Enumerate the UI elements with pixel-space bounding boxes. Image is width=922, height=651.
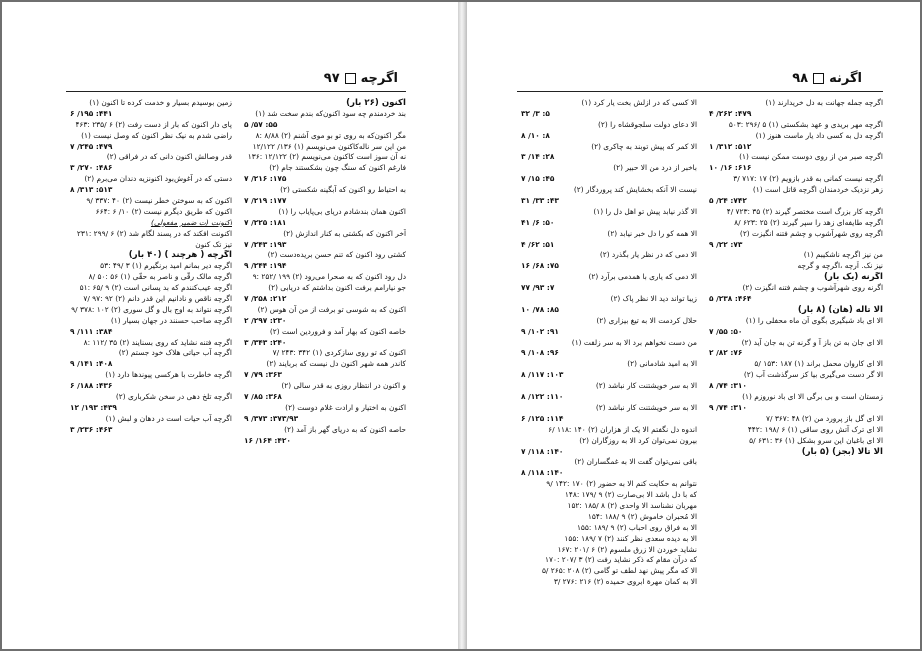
verse-reference: ۸ /۱۱۸ :۱۴۰ (521, 468, 564, 478)
verse-reference: ۱۲ /۱۹۳ :۴۳۹ (70, 402, 117, 412)
verse-reference: ۷ /۲۵۸ :۲۱۲ (244, 294, 287, 304)
index-entry: نیست الا آنکه بخشایش کند پروردگار (۲) (573, 185, 697, 195)
index-entry: الا به دیده سعدی نظر کنند (۲) ۷ /۱۸۹ :۱۵۵ (564, 533, 697, 543)
index-entry: اکنون که به شوسی تو برفت از من آن هوس (۲) (257, 304, 406, 314)
header-rule (517, 91, 883, 92)
index-entry: اگرچه دیر بمانم امید برنگیرم (۱) ۳ /۴۹ :۵۳ (100, 261, 232, 271)
verse-reference: ۷۷ /۹۳ :۷ (521, 283, 555, 293)
index-entry: اگرچه روی شهرآشوب و چشم فتنه انگیزت (۲) (739, 228, 883, 238)
index-entry: من نیز اگرچه ناشکیبم (۱) (803, 250, 883, 260)
verse-reference: ۶ /۱۸۸ :۴۳۶ (70, 381, 113, 391)
verse-reference: ۷ /۲۲۵ :۱۸۱ (244, 217, 287, 227)
verse-reference: ۹ /۲۲ :۷۳ (709, 239, 743, 249)
index-entry: حاصه اکنون که به دریای گهر باز آمد (۲) (284, 424, 406, 434)
verse-reference: ۷ /۲۴۳ :۱۹۳ (244, 239, 287, 249)
index-entry: اندوه دل نگفتم الا یک از هزاران (۲) ۱۴۰ :۱۱۸ /۶ (548, 424, 697, 434)
verse-reference: ۹ /۲۴۴ :۱۹۴ (244, 261, 287, 271)
verse-reference: ۹ /۱۰۲ :۹۱ (521, 326, 559, 336)
index-entry: نشاید خوردن الا زرق ملسوم (۲) ۶ /۲۰۱ :۱۶۷ (557, 544, 697, 554)
index-entry: اگرچه مهر بریدی و عهد بشکستی (۱) ۵ /۲۹۶ :۵۰۳ (728, 119, 883, 129)
index-entry: زیبا تواند دید الا نظر پاک (۲) (610, 294, 697, 304)
verse-reference: ۳ /۲۳۶ :۴۶۳ (70, 424, 113, 434)
index-entry: اکنون همان بندشادم دریای بی‌پایاب را (۱) (278, 206, 406, 216)
left-page-left-column (66, 98, 232, 436)
index-entry: الا به سر خویشتنت کار نباشد (۲) (595, 381, 697, 391)
index-entry: دل رود اکنون که به صحرا می‌رود (۲) ۱۹۹ /۲۵۲ :۹ (252, 272, 406, 282)
index-entry: به احتیاط رو اکنون که آبگینه شکستی (۲) (280, 185, 406, 195)
index-entry: اگرچه نتواند به اوج بال و گل سوری (۲) ۱۰۲ :۳۷۸ /۹ (71, 304, 232, 314)
verse-reference: ۳ /۲۷۰ :۴۸۶ (70, 163, 113, 173)
index-entry: زمین بوسیدم بسیار و خدمت کرده تا اکنون (۱) (89, 98, 232, 107)
index-entry: اکنون که به سوختن خطر نیست (۲) ۴۰ :۳۳۷ /۹ (86, 196, 232, 206)
verse-reference: ۷ /۸۵ :۳۶۸ (244, 392, 282, 402)
index-entry: اگرچه تلخ دهی در سخن شکرباری (۲) (115, 392, 232, 402)
verse-reference: ۲ /۸۲ :۷۶ (709, 348, 743, 358)
index-entry: اکنون به اختیار و ارادت غلام دوست (۲) (285, 402, 406, 412)
index-entry: الا کسی که در ازلش بخت یار کرد (۱) (581, 98, 697, 107)
index-entry: کاندر همه شهر اکنون دل نیست که بربایند (۲) (266, 359, 406, 369)
index-entry: اگرچه آب حیاتی هلاک خود جستم (۲) (118, 348, 232, 358)
verse-reference: ۷ /۱۱۸ :۱۴۰ (521, 446, 564, 456)
right-page-number: ۹۸ (792, 70, 809, 86)
index-entry: اگرچه عیب‌کنندم که بد پسانی است (۲) ۹ /۶۵ :۵۱ (79, 283, 232, 293)
verse-reference: ۸ /۷۴ :۳۱۰ (709, 381, 747, 391)
left-page-header (324, 68, 398, 88)
index-entry: کشتی رود اکنون که تنم حسن بریده‌دست (۲) (267, 250, 406, 260)
square-icon (345, 73, 356, 84)
index-entry: اگرچه مالک رقّی و ناصر به حقّی (۱) ۵۶ :۵۰ /۸ (88, 272, 232, 282)
verse-reference: ۸ /۱۰ :۸ (521, 130, 550, 140)
verse-reference: ۱۶ /۱۶۴ :۴۲۰ (244, 435, 291, 445)
index-entry: که با دل باشد الا بی‌صارت (۲) ۹ /۱۷۹ :۱۴۸ (564, 490, 697, 500)
verse-reference: ۱۰ /۷۸ :۸۵ (521, 304, 559, 314)
index-entry: اگرچه خاطرت با هرکسی پیوندها دارد (۱) (105, 370, 232, 380)
verse-reference: ۴۱ /۶ :۵۰ (521, 217, 555, 227)
index-entry: تیز تک کنون (195, 239, 232, 249)
index-entry: الا کمر که پیش توبند به چاکری (۲) (591, 141, 697, 151)
index-entry: الا گر دست می‌گیری بیا کز سرگذشت آب (۲) (743, 370, 883, 380)
index-entry: که درآن مقام که ذکر نشاید رفت (۲) ۳ /۲۰۷ :۱۷۰ (545, 555, 697, 565)
index-entry: مهربان نشناسد الا واحدی (۲) ۸ /۱۸۵ :۱۵۲ (567, 500, 697, 510)
verse-reference: ۱ /۳۱۲ :۵۱۲ (709, 141, 752, 151)
index-entry: الا دمی که در نظر یار بگذرد (۲) (599, 250, 697, 260)
index-entry: اگرچه صاحب حسنند در جهان بسیار (۱) (110, 315, 232, 325)
index-entry: اگرچه جمله جهانت به دل خریدارند (۱) (765, 98, 883, 107)
index-entry: الا گذر نیابد پیش تو اهل دل را (۱) (593, 206, 697, 216)
index-entry: الا به کمان مهرة ابروی حمیده (۲) ۲۱۶ :۲۷۶ /۳ (553, 577, 697, 587)
index-entry: بیرون نمی‌توان کرد الا به روزگاران (۲) (579, 435, 697, 445)
right-page-left-column (517, 98, 697, 588)
index-entry: اکنونت افکند که در پسند لگام شد (۲) ۶ /۲۹۹ :۲۳۱ (76, 228, 232, 238)
index-heading: الا تاله (هان) (۸ بار) (797, 304, 883, 315)
verse-reference: ۹ /۳۷۳ :۳۷۳/۹۳ (244, 413, 299, 423)
verse-reference: ۷ /۲۱۹ :۱۷۷ (244, 196, 287, 206)
index-entry: الا که مگر پیش نهد لطف تو گامی (۲) ۲۰۸ :۲۶۵ /۵ (541, 566, 697, 576)
index-entry: راضی شدم به نیک نظر اکنون که وصل نیست (۱) (81, 130, 232, 140)
index-entry: الا ای باغبان این سرو بشکل (۱) ۳۶ :۶۳۱ /۵ (749, 435, 883, 445)
index-entry: اگرچه نیست کمانی به قدر بازویم (۲) ۱۷ :۷۱۷ /۳ (733, 174, 883, 184)
index-subheading: اکنونت (ت ضمیر مفعولی) (150, 217, 232, 227)
index-entry: الا همه کو را دل خبر نیابد (۲) (607, 228, 697, 238)
index-entry: مگر اکنون‌که به روی تو بو موی آشنم (۲) ۸/۸۸ :۸ (255, 130, 406, 140)
verse-reference: ۸ /۱۱۷ :۱۰۳ (521, 370, 564, 380)
verse-reference: ۱۶ /۶۸ :۷۵ (521, 261, 559, 271)
index-entry: من این سر ناله‌کاکنون می‌نویسم (۱) ۱۳۶/ ۱۲/۱۲۲ (252, 141, 406, 151)
book-gutter (458, 2, 467, 649)
index-entry: بند خردمندم چه سود اکنون‌که بندم سخت شد (۱) (255, 108, 406, 118)
verse-reference: ۴ /۲۶۲ :۴۷۹ (709, 108, 752, 118)
verse-reference: ۳ /۳۴۳ :۲۴۰ (244, 337, 287, 347)
left-page (2, 2, 458, 649)
verse-reference: ۷ /۲۱۶ :۱۷۵ (244, 174, 287, 184)
index-entry: اگرچه صبر من از روی دوست ممکن نیست (۱) (739, 152, 883, 162)
verse-reference: ۷ /۵۵ :۵۰ (709, 326, 743, 336)
header-rule (66, 91, 406, 92)
index-entry: نتوانم به حکایت کنم الا به حضور (۲) ۱۷۰ :۱۴۲ /۹ (546, 479, 697, 489)
index-entry: نه آن سوز است کاکنون می‌نویسم (۲) ۱۲/۱۲۲ :۱۳۶ (247, 152, 406, 162)
square-icon (813, 73, 824, 84)
index-entry: اگرچه دل به کسی داد یار ماست هنوز (۱) (755, 130, 883, 140)
index-entry: اکنون که طریق دیگرم نیست (۲) ۱۰/ ۶ :۶۶۴ (95, 206, 232, 216)
index-entry: اگرچه کار بزرگ است مختصر گیرند (۲) ۳۵ :۷۲۳ /۴ (726, 206, 883, 216)
index-entry: الا ای گل باز پرورد من (۲) ۴۸ :۳۶۷ /۷ (766, 413, 883, 423)
index-entry: اگرچه طایفه‌ای زهد را سپر گیرند (۲) ۲۵ :۶۲۳ /۸ (734, 217, 883, 227)
index-entry: الا به سر خویشتنت کار نباشد (۲) (595, 402, 697, 412)
index-entry: و اکنون در انتظار روزی به قدر سالی (۲) (281, 381, 406, 391)
index-entry: پای دار اکنون که بار از دست رفت (۲) ۶ /۲۳۵ :۴۶۳ (75, 119, 232, 129)
index-entry: الا دعای دولت سلجوقشاه را (۲) (598, 119, 697, 129)
index-entry: الا ای کاروان محمل براند (۱) ۱۸۷ :۱۵۳ /۵ (754, 359, 883, 369)
index-entry: الا به فراق روی احباب (۲) ۹ /۱۸۹ :۱۵۵ (576, 522, 697, 532)
verse-reference: ۷ /۱۵ :۴۵ (521, 174, 555, 184)
index-entry: اگرچه آب حیات است در دهان و لبش (۱) (105, 413, 232, 423)
verse-reference: ۸ /۱۲۲ :۱۱۰ (521, 392, 564, 402)
index-entry: الا مُحبران خاموش (۲) ۹ /۱۸۸ :۱۵۴ (587, 511, 697, 521)
verse-reference: ۱۰ /۱۶ :۶۱۶ (709, 163, 752, 173)
right-page-header (792, 68, 862, 88)
index-entry: الا ای باد شبگیری بگوی آن ماه محفلی را (۱) (745, 315, 883, 325)
index-entry: باخبر از درد من الا حبیر (۲) (613, 163, 697, 173)
index-entry: الا دمی که یاری با همدمی برآرد (۲) (588, 272, 697, 282)
verse-reference: ۵ /۲۴ :۷۴۲ (709, 196, 747, 206)
verse-reference: ۹ /۷۴ :۳۱۰ (709, 402, 747, 412)
right-header-word: اگرنه (829, 70, 862, 86)
verse-reference: ۷ /۲۴۵ :۴۷۹ (70, 141, 113, 151)
index-entry: اگرنه روی شهرآشوب و چشم فتنه انگیزت (۲) (742, 283, 883, 293)
index-entry: زهر نزدیک خردمندان اگرچه قاتل است (۱) (752, 185, 883, 195)
index-entry: اگرچه ناقص و نادانیم این قدر دانم (۲) ۹۲ :۹۷ /۷ (83, 294, 232, 304)
index-heading: اگرنه (یک بار) (824, 272, 883, 283)
verse-reference: ۹ /۱۴۱ :۴۰۸ (70, 359, 113, 369)
index-entry: اکنون که تو روی سازکردی (۱) ۳۴۲ :۲۴۳ /۷ (272, 348, 406, 358)
verse-reference: ۷ /۷۹ :۳۶۳ (244, 370, 282, 380)
verse-reference: ۵ /۲۳۸ :۴۶۴ (709, 294, 752, 304)
verse-reference: ۸ /۳۱۳ :۵۱۳ (70, 185, 113, 195)
left-header-word: اگرچه (360, 70, 398, 86)
index-entry: فارغم اکنون که سنگ چون بشکستند جام (۲) (269, 163, 406, 173)
index-entry: جو نیارامم برفت اکنون بداشتم که دریابی (۲) (268, 283, 406, 293)
right-page-right-column (705, 98, 883, 457)
verse-reference: ۵ /۵۷ :۵۵ (244, 119, 278, 129)
verse-reference: ۹ /۱۰۸ :۹۶ (521, 348, 559, 358)
verse-reference: ۶ /۱۹۵ :۴۴۱ (70, 108, 113, 118)
index-entry: من دست نخواهم برد الا به سر زلفت (۱) (571, 337, 697, 347)
verse-reference: ۳ /۱۴ :۲۸ (521, 152, 555, 162)
index-entry: الا ای جان به تن باز آ و گرنه تن به جان آید (۲) (741, 337, 883, 347)
index-entry: حلال کردمت الا به تیغ بیزاری (۲) (596, 315, 697, 325)
index-entry: باقی نمی‌توان گفت الا به غمگساران (۲) (574, 457, 697, 467)
index-heading: اگرچه ( هرچند ) (۴۰ بار) (128, 250, 232, 261)
index-entry: اگرچه فتنه نشاید که روی بسنایند (۲) ۳۵ /۱۱۲ :۸ (83, 337, 232, 347)
verse-reference: ۶ /۱۲۵ :۱۱۴ (521, 413, 564, 423)
verse-reference: ۹ /۱۱۱ :۳۸۴ (70, 326, 113, 336)
index-entry: خاصه اکنون که بهار آمد و فروردین است (۲) (269, 326, 406, 336)
index-entry: نیز نک. اَرچه ،اگرچه و گرچه (797, 261, 883, 271)
index-heading: اکنون (۲۶ بار) (346, 98, 406, 108)
index-entry: زمستان است و بی برگی الا ای باد نوروزم (۱) (742, 392, 883, 402)
verse-reference: ۴ /۶۲ :۵۱ (521, 239, 555, 249)
book-spread (2, 2, 920, 649)
index-entry: قدر وصالش اکنون دانی که در فراقی (۲) (106, 152, 232, 162)
index-entry: الا به امید شادمانی (۲) (627, 359, 697, 369)
left-page-right-column (240, 98, 406, 447)
verse-reference: ۳۱ /۳۳ :۴۳ (521, 196, 559, 206)
index-entry: دستی که در آغوش‌بود اکنونزیه دندان می‌برم (۲) (84, 174, 232, 184)
index-entry: آخر اکنون که بکشتی به کنار اندازش (۲) (283, 228, 406, 238)
verse-reference: ۳۲ /۳ :۵ (521, 108, 550, 118)
index-entry: الا ای ترک آتش روی ساقی (۱) ۶ /۱۹۸ :۴۴۲ (747, 424, 883, 434)
right-page (467, 2, 920, 649)
left-page-number: ۹۷ (323, 70, 340, 86)
index-heading: الا تالّا (بجز) (۵ بار) (801, 446, 883, 457)
verse-reference: ۲ /۲۹۷ :۲۳۰ (244, 315, 287, 325)
